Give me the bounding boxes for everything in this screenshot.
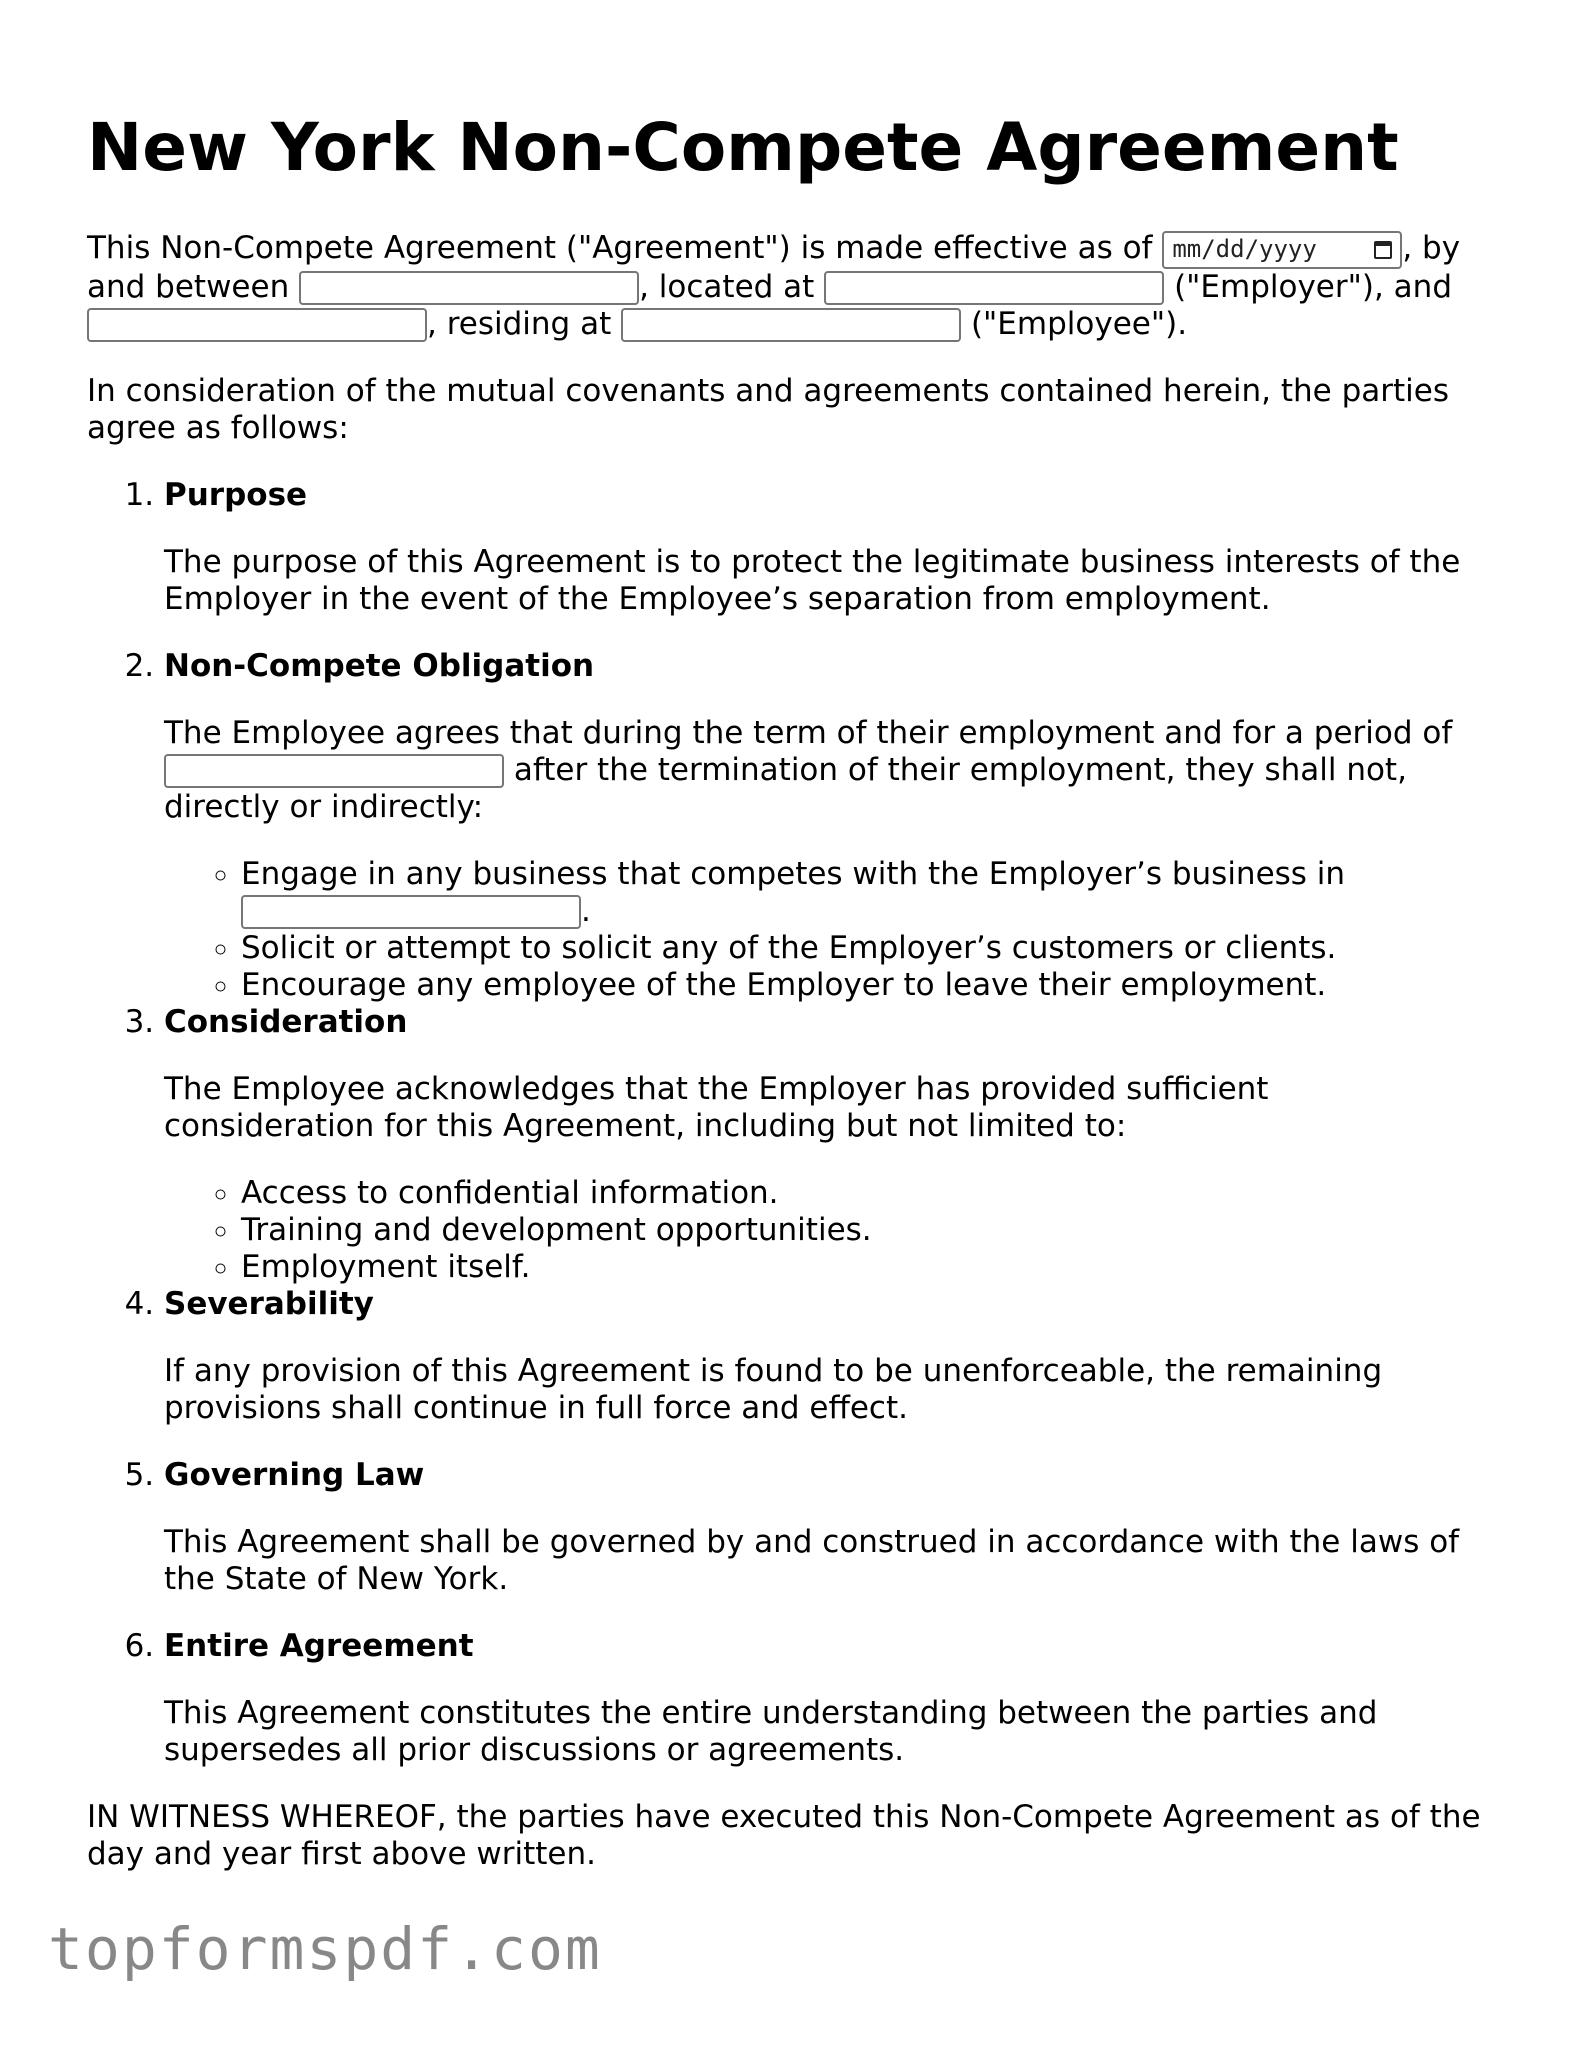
employer-address-input[interactable] bbox=[824, 271, 1164, 305]
employee-address-input[interactable] bbox=[621, 308, 961, 342]
list-item: ◦ Solicit or attempt to solicit any of the Employer’s customers or clients. bbox=[241, 930, 1487, 967]
section-title: 5. Governing Law bbox=[164, 1456, 425, 1493]
effective-date-input[interactable] bbox=[1162, 231, 1402, 269]
list-item: ◦ Access to confidential information. bbox=[241, 1175, 1487, 1212]
date-placeholder: mm/dd/yyyy bbox=[1172, 235, 1317, 263]
section-severability bbox=[164, 1286, 1487, 1427]
employer-name-input[interactable] bbox=[299, 271, 639, 305]
section-title: 3. Consideration bbox=[164, 1003, 408, 1040]
consideration-bullets bbox=[164, 1175, 1487, 1286]
intro-text-4: ("Employer"), and bbox=[1174, 268, 1453, 305]
section-body: The Employee acknowledges that the Employer has provided sufficient consideration for this Agreement, including but not limited to: bbox=[164, 1070, 1269, 1144]
section-body: This Agreement shall be governed by and construed in accordance with the laws of the State of New York. bbox=[164, 1523, 1460, 1597]
period-input[interactable] bbox=[164, 754, 504, 788]
intro-text-2: , by and between bbox=[87, 230, 1461, 305]
section-purpose bbox=[164, 477, 1487, 618]
page-title: New York Non-Compete Agreement bbox=[87, 109, 1399, 186]
list-item: ◦ Training and development opportunities. bbox=[241, 1212, 1487, 1249]
watermark: topformspdf.com bbox=[48, 1915, 602, 1983]
section-title: 1. Purpose bbox=[164, 476, 308, 513]
section-entire-agreement bbox=[164, 1628, 1487, 1769]
section-governing-law bbox=[164, 1457, 1487, 1598]
section-body: This Agreement constitutes the entire understanding between the parties and supersedes all prior discussions or agreements. bbox=[164, 1694, 1378, 1768]
section-title: 6. Entire Agreement bbox=[164, 1627, 474, 1664]
intro-text-3: , located at bbox=[639, 268, 815, 305]
intro-text-1: This Non-Compete Agreement ("Agreement") is made effective as of bbox=[87, 230, 1153, 266]
non-compete-bullets bbox=[164, 856, 1487, 1004]
section-body bbox=[164, 715, 1487, 826]
intro-text-5: , residing at bbox=[427, 305, 612, 342]
territory-input[interactable] bbox=[241, 895, 581, 929]
section-non-compete bbox=[164, 648, 1487, 1004]
list-item: ◦ Employment itself. bbox=[241, 1249, 1487, 1286]
document-page bbox=[87, 100, 1487, 1873]
bullet-text: Engage in any business that competes with the Employer’s business in bbox=[241, 855, 1346, 892]
body-text-a: The Employee agrees that during the term of their employment and for a period of bbox=[164, 714, 1453, 751]
section-title: 4. Severability bbox=[164, 1285, 374, 1322]
section-title: 2. Non-Compete Obligation bbox=[164, 647, 595, 684]
section-consideration bbox=[164, 1004, 1487, 1286]
sections-list bbox=[87, 477, 1487, 1769]
list-item: ◦ Encourage any employee of the Employer to leave their employment. bbox=[241, 967, 1487, 1004]
consideration-intro: In consideration of the mutual covenants and agreements contained herein, the parties agree as follows: bbox=[87, 372, 1450, 446]
bullet-period: . bbox=[581, 892, 591, 929]
section-body: If any provision of this Agreement is found to be unenforceable, the remaining provisions shall continue in full force and effect. bbox=[164, 1352, 1383, 1426]
witness-paragraph: IN WITNESS WHEREOF, the parties have executed this Non-Compete Agreement as of the day and year first above written. bbox=[87, 1798, 1481, 1872]
intro-text-6: ("Employee"). bbox=[970, 305, 1188, 342]
employee-name-input[interactable] bbox=[87, 308, 427, 342]
body-text-b: after the termination of their employment, they shall not, directly or indirectly: bbox=[164, 751, 1407, 825]
list-item bbox=[241, 856, 1487, 930]
intro-paragraph bbox=[87, 230, 1487, 343]
calendar-icon[interactable] bbox=[1374, 241, 1392, 259]
section-body: The purpose of this Agreement is to protect the legitimate business interests of the Employer in the event of the Employee’s separation from employment. bbox=[164, 543, 1461, 617]
